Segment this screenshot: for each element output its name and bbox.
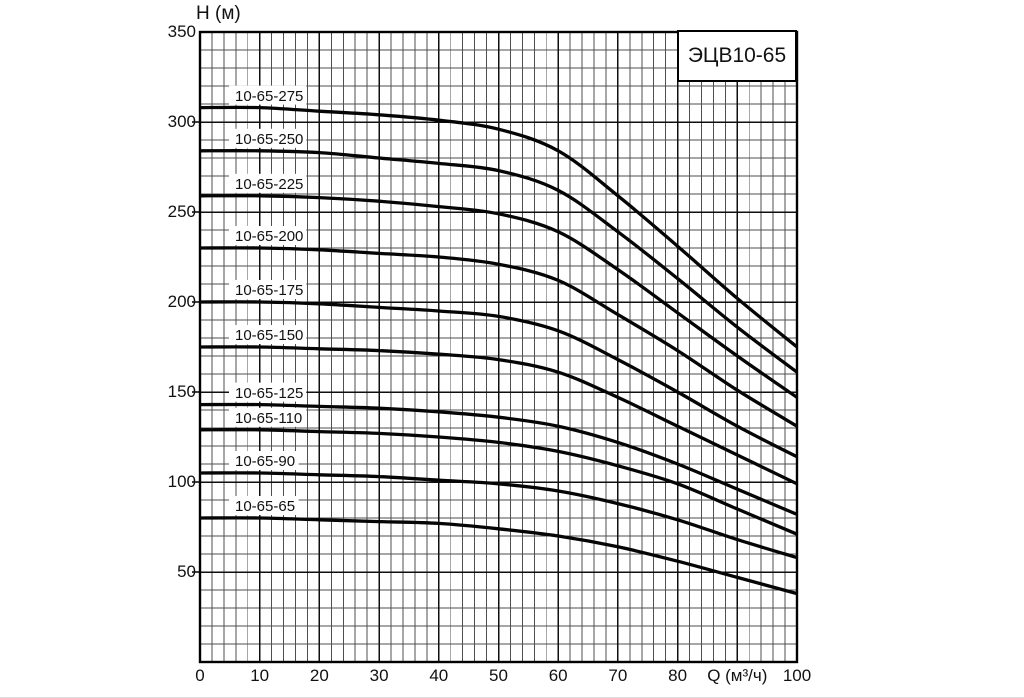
x-tick-80: 80 — [668, 666, 688, 685]
series-family-label: ЭЦВ10-65 — [687, 44, 787, 67]
x-tick-40: 40 — [429, 666, 449, 685]
y-tick-250: 250 — [167, 202, 196, 221]
curve-label-10-65-110: 10-65-110 — [235, 410, 303, 427]
curve-label-10-65-275: 10-65-275 — [235, 87, 304, 105]
series-family-box — [677, 30, 797, 82]
curve-label-10-65-150: 10-65-150 — [235, 327, 304, 345]
curve-label-10-65-65: 10-65-65 — [235, 498, 296, 516]
y-tick-150: 150 — [167, 382, 196, 401]
x-tick-30: 30 — [369, 666, 389, 685]
curve-label-10-65-225: 10-65-225 — [235, 176, 304, 193]
x-tick-0: 0 — [195, 666, 205, 685]
y-tick-50: 50 — [177, 562, 196, 581]
x-tick-100: 100 — [782, 666, 812, 685]
y-tick-350: 350 — [167, 22, 196, 41]
x-tick-50: 50 — [489, 666, 508, 685]
curve-label-10-65-175: 10-65-175 — [235, 282, 304, 300]
y-tick-200: 200 — [167, 292, 196, 311]
y-tick-300: 300 — [167, 112, 196, 131]
y-axis-title: H (м) — [196, 3, 241, 24]
curve-label-10-65-125: 10-65-125 — [235, 384, 304, 402]
curve-label-10-65-90: 10-65-90 — [235, 453, 296, 471]
x-tick-10: 10 — [250, 666, 270, 685]
curve-label-10-65-250: 10-65-250 — [235, 131, 304, 148]
x-tick-70: 70 — [608, 666, 628, 685]
x-tick-20: 20 — [309, 666, 329, 685]
curve-label-10-65-200: 10-65-200 — [235, 228, 304, 246]
x-axis-title: Q (м³/ч) — [707, 666, 768, 685]
y-tick-100: 100 — [167, 472, 196, 491]
x-tick-60: 60 — [548, 666, 568, 685]
